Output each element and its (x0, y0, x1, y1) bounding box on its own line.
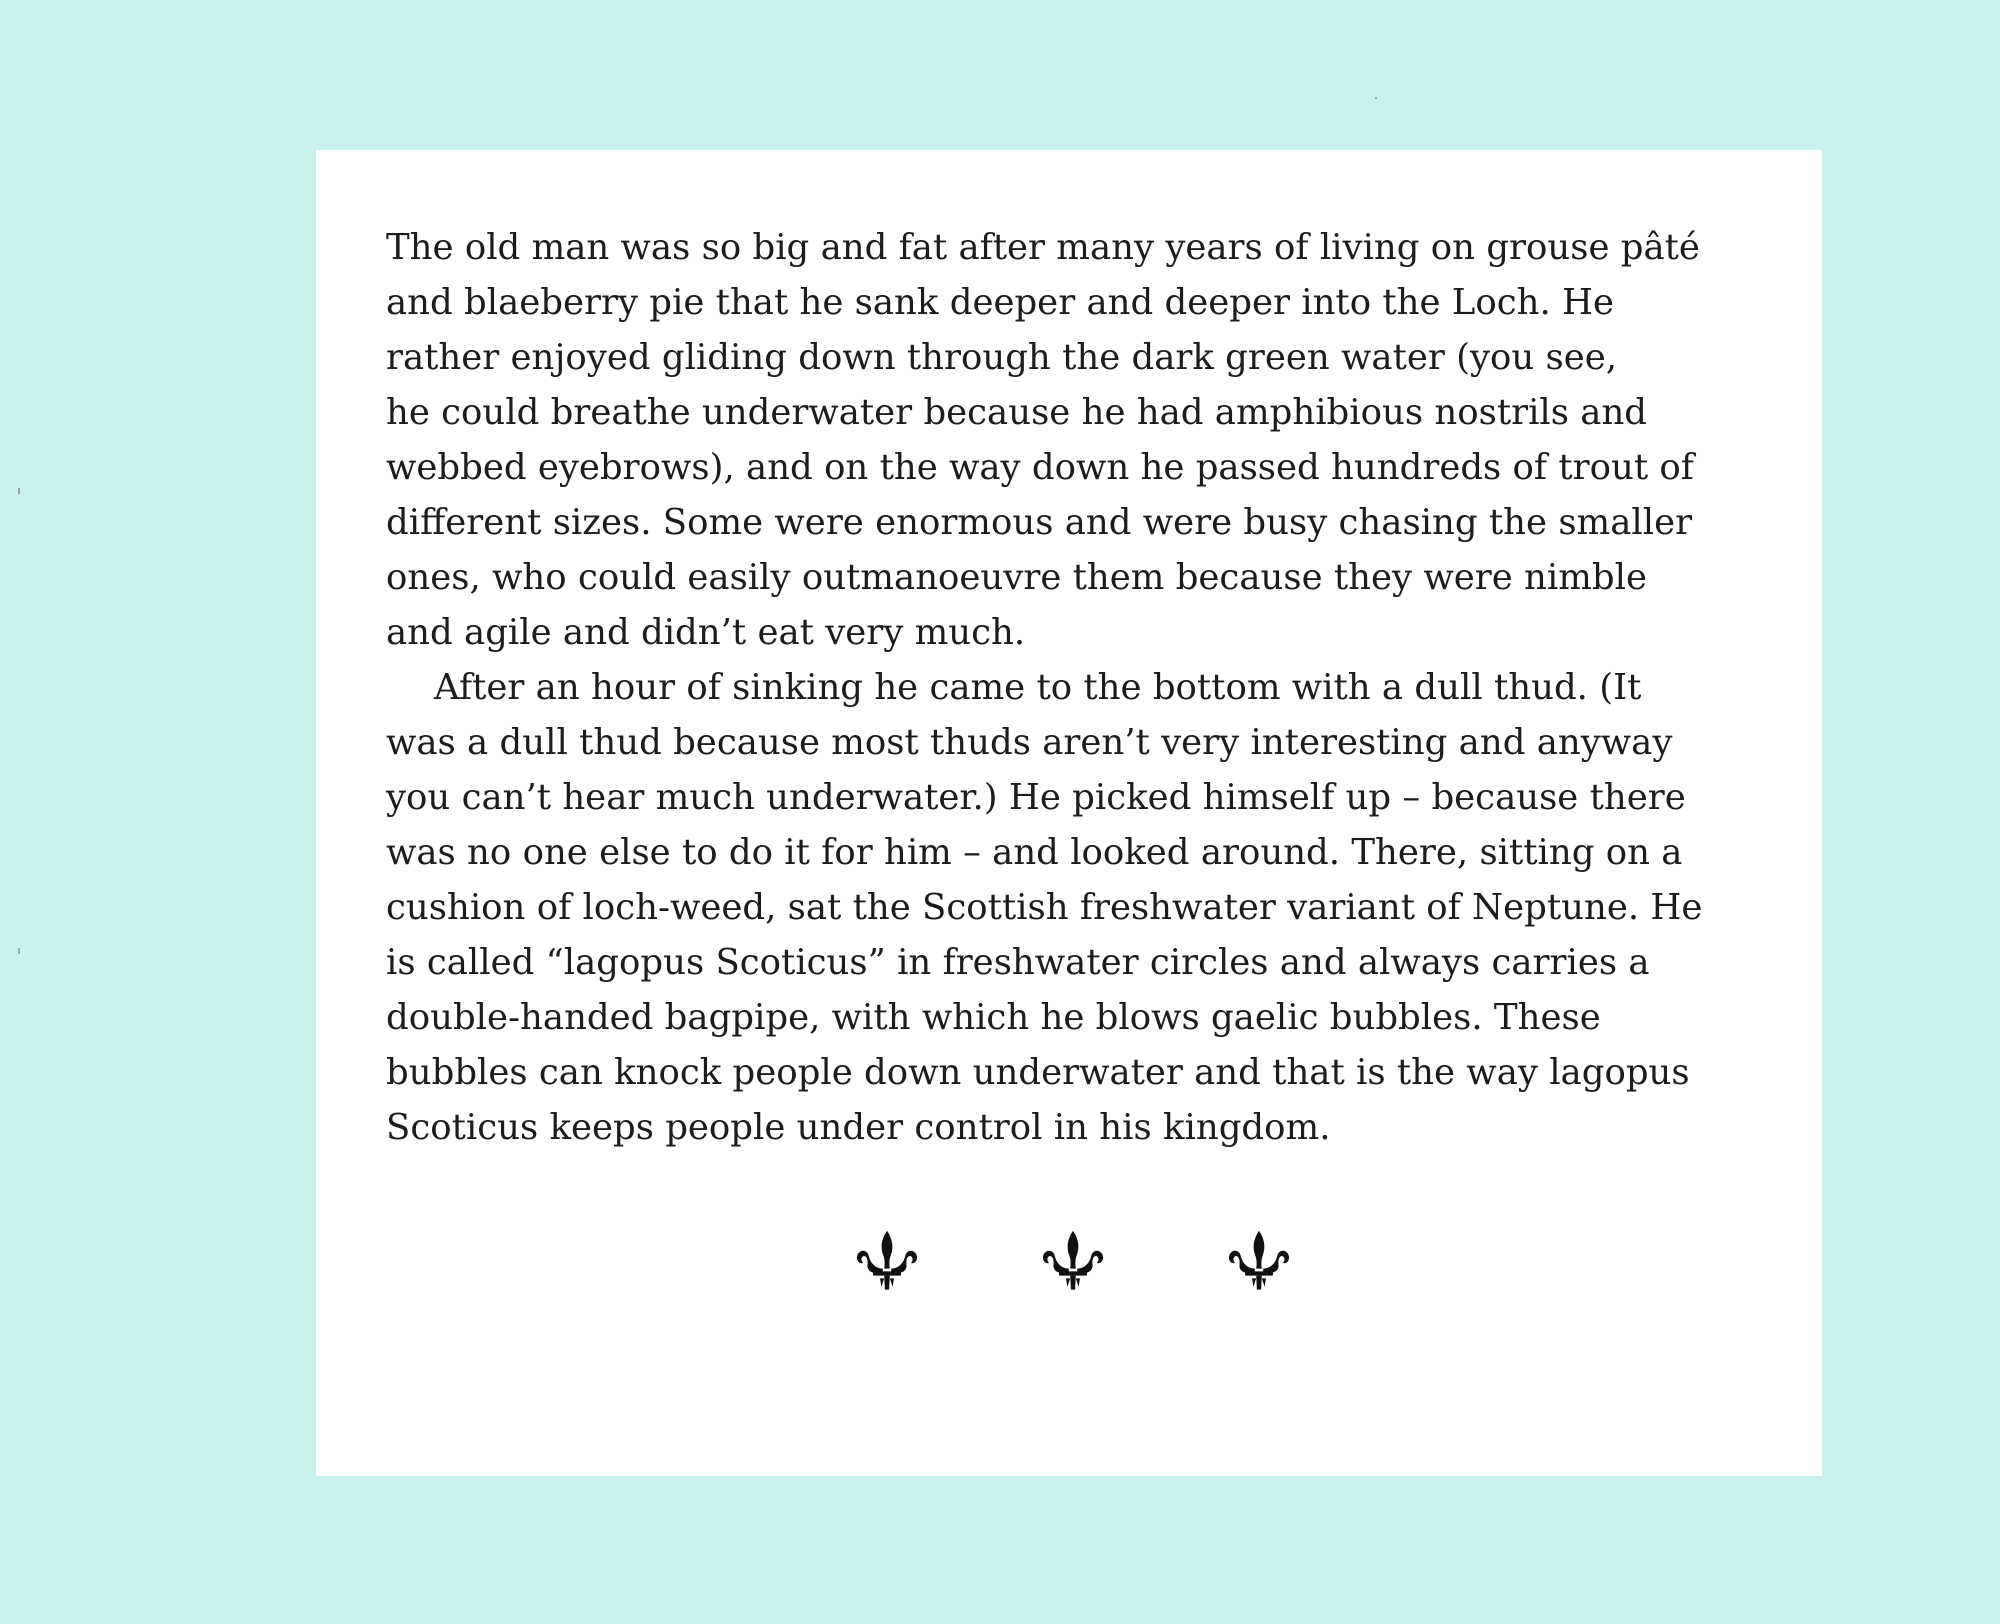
story-text (386, 220, 1786, 1155)
text-line: was no one else to do it for him – and looked around. There, sitting on a (386, 832, 1683, 873)
text-line: you can’t hear much underwater.) He picked himself up – because there (386, 777, 1686, 818)
text-line: bubbles can knock people down underwater and that is the way lagopus (386, 1052, 1690, 1093)
text-line: is called “lagopus Scoticus” in freshwater circles and always carries a (386, 942, 1650, 983)
text-line: and blaeberry pie that he sank deeper and deeper into the Loch. He (386, 282, 1615, 323)
text-line: The old man was so big and fat after many years of living on grouse pâté (386, 227, 1700, 268)
fleur-de-lis-icon (1038, 1228, 1108, 1298)
text-line: was a dull thud because most thuds aren’t very interesting and anyway (386, 722, 1673, 763)
text-line: different sizes. Some were enormous and were busy chasing the smaller (386, 502, 1693, 543)
book-page (316, 150, 1822, 1476)
text-line: rather enjoyed gliding down through the dark green water (you see, (386, 337, 1618, 378)
text-line: ones, who could easily outmanoeuvre them because they were nimble (386, 557, 1647, 598)
ornament-row (316, 1228, 1822, 1308)
paragraph-1 (386, 220, 1786, 660)
fleur-de-lis-icon (1224, 1228, 1294, 1298)
text-line: and agile and didn’t eat very much. (386, 612, 1026, 653)
text-line: Scoticus keeps people under control in his kingdom. (386, 1107, 1331, 1148)
text-line: webbed eyebrows), and on the way down he passed hundreds of trout of (386, 447, 1694, 488)
text-line: he could breathe underwater because he had amphibious nostrils and (386, 392, 1648, 433)
paragraph-2 (386, 660, 1786, 1155)
fleur-de-lis-icon (852, 1228, 922, 1298)
text-line: double-handed bagpipe, with which he blows gaelic bubbles. These (386, 997, 1601, 1038)
text-line: After an hour of sinking he came to the bottom with a dull thud. (It (434, 667, 1642, 708)
text-line: cushion of loch-weed, sat the Scottish freshwater variant of Neptune. He (386, 887, 1703, 928)
